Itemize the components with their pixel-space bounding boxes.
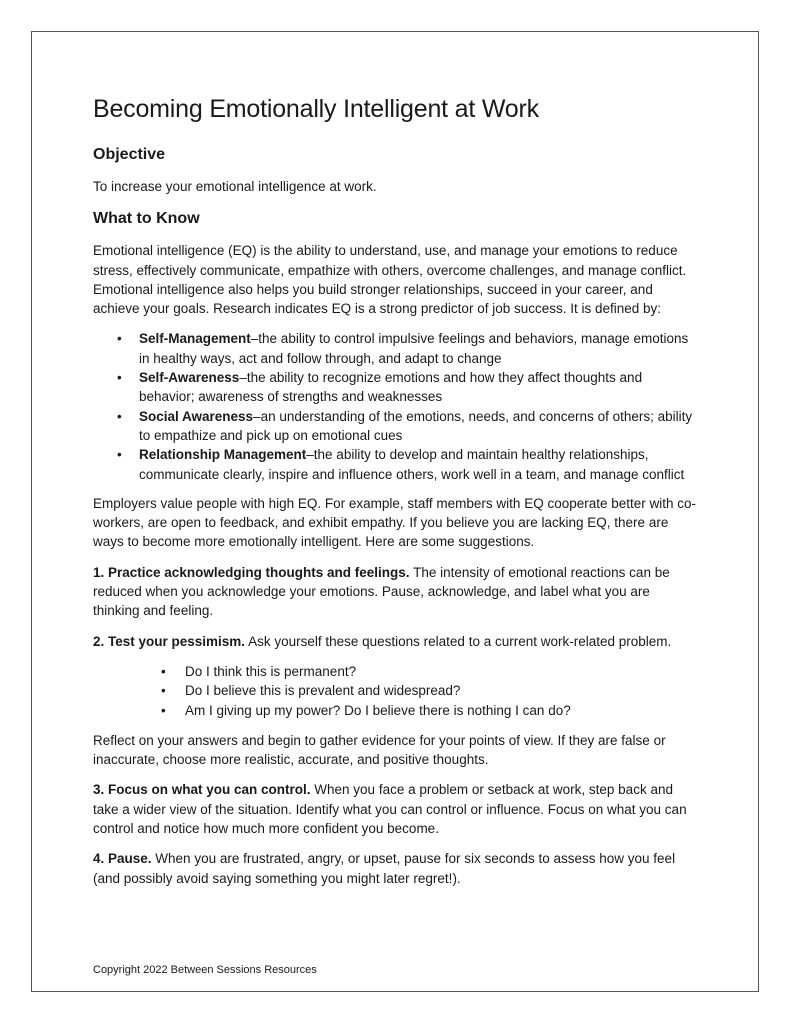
component-definition: –the ability to control impulsive feelings and behaviors, manage emotions in healthy ways, act and follow through, and adapt to change xyxy=(139,331,689,366)
intro-paragraph: Emotional intelligence (EQ) is the ability to understand, use, and manage your emotions to reduce stress, effectively communicate, empathize with others, overcome challenges, and manage conflict. Emotional intelligence also helps you build stronger relationships, succeed in your career, and achieve your goals. Research indicates EQ is a strong predictor of job success. It is defined by: xyxy=(93,243,687,317)
bullet-icon: • xyxy=(117,447,122,463)
list-item xyxy=(161,662,698,681)
tip-text: The intensity of emotional reactions can be reduced when you acknowledge your emotions. Pause, acknowledge, and label what you are thinking and feeling. xyxy=(93,564,670,619)
list-item xyxy=(161,701,698,720)
tip-2 xyxy=(93,632,698,651)
list-item xyxy=(117,329,698,368)
tip-lead: 1. Practice acknowledging thoughts and feelings. xyxy=(93,564,410,580)
reflect-paragraph: Reflect on your answers and begin to gather evidence for your points of view. If they are false or inaccurate, choose more realistic, accurate, and positive thoughts. xyxy=(93,732,666,768)
employers-paragraph: Employers value people with high EQ. For example, staff members with EQ cooperate better with co-workers, are open to feedback, and exhibit empathy. If you believe you are lacking EQ, there are ways to become more emotionally intelligent. Here are some suggestions. xyxy=(93,495,697,550)
document-body xyxy=(93,92,698,899)
bullet-icon: • xyxy=(161,702,166,718)
component-term: Self-Awareness xyxy=(139,370,240,386)
bullet-icon: • xyxy=(117,370,122,386)
component-term: Self-Management xyxy=(139,331,251,347)
tip-3 xyxy=(93,780,698,838)
bullet-icon: • xyxy=(117,331,122,347)
bullet-icon: • xyxy=(117,408,122,424)
component-definition: –the ability to recognize emotions and how they affect thoughts and behavior; awareness of strengths and weaknesses xyxy=(139,370,643,405)
question-text: Do I believe this is prevalent and widespread? xyxy=(185,683,461,699)
tip-lead: 3. Focus on what you can control. xyxy=(93,782,311,798)
question-text: Do I think this is permanent? xyxy=(185,663,357,679)
what-to-know-heading: What to Know xyxy=(93,210,200,228)
objective-text: To increase your emotional intelligence at work. xyxy=(93,179,377,194)
component-term: Relationship Management xyxy=(139,447,307,463)
tip-4 xyxy=(93,849,698,888)
list-item xyxy=(117,407,698,446)
copyright-footer: Copyright 2022 Between Sessions Resources xyxy=(93,964,317,976)
tip-text: Ask yourself these questions related to a current work-related problem. xyxy=(245,633,672,649)
list-item xyxy=(161,681,698,700)
tip-lead: 2. Test your pessimism. xyxy=(93,633,246,649)
component-term: Social Awareness xyxy=(139,408,254,424)
bullet-icon: • xyxy=(161,683,166,699)
list-item xyxy=(117,445,698,484)
page-title: Becoming Emotionally Intelligent at Work xyxy=(93,95,539,123)
tip-text: When you are frustrated, angry, or upset, pause for six seconds to assess how you feel (and possibly avoid saying something you might later regret!). xyxy=(93,851,676,886)
tip-text: When you face a problem or setback at work, step back and take a wider view of the situation. Identify what you can control or influence. Focus on what you can control and notice how much more confident you become. xyxy=(93,782,687,837)
component-definition: –the ability to develop and maintain healthy relationships, communicate clearly, inspire and influence others, work well in a team, and manage conflict xyxy=(139,447,685,482)
eq-components-list xyxy=(93,329,698,483)
bullet-icon: • xyxy=(161,663,166,679)
component-definition: –an understanding of the emotions, needs, and concerns of others; ability to empathize and pick up on emotional cues xyxy=(139,408,693,443)
list-item xyxy=(117,368,698,407)
tip-1 xyxy=(93,563,698,621)
tip-lead: 4. Pause. xyxy=(93,851,152,867)
question-text: Am I giving up my power? Do I believe there is nothing I can do? xyxy=(185,702,571,718)
objective-heading: Objective xyxy=(93,146,166,163)
questions-list xyxy=(93,662,698,720)
